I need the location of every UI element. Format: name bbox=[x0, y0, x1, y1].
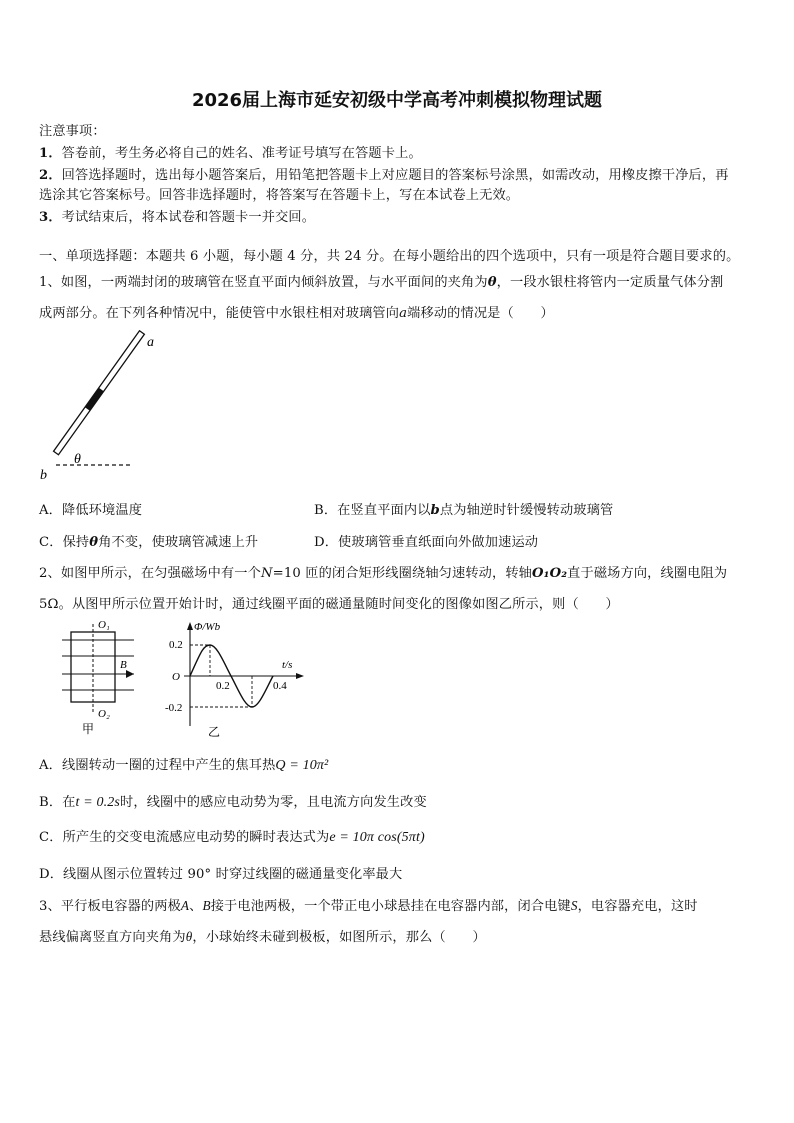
a-symbol: a bbox=[399, 306, 408, 321]
notice-item-3-num: 3． bbox=[39, 210, 62, 225]
notice-item-1-num: 1． bbox=[39, 146, 62, 161]
label-theta: θ bbox=[74, 452, 81, 467]
q2-text: 直于磁场方向，线圈电阻为 bbox=[567, 566, 728, 581]
q1-option-c-text: C．保持 bbox=[39, 535, 90, 550]
figure-caption-jia: 甲 bbox=[82, 722, 95, 736]
q2-option-b-text: 时，线圈中的感应电动势为零，且电流方向发生改变 bbox=[120, 795, 427, 810]
q1-line2 bbox=[39, 302, 554, 321]
q2-option-c bbox=[39, 826, 425, 846]
q3-text: 悬线偏离竖直方向夹角为 bbox=[39, 930, 186, 945]
q2-text: =10 匝的闭合矩形线圈绕轴匀速转动，转轴 bbox=[272, 566, 533, 581]
notice-item-2-text: 回答选择题时，选出每小题答案后，用铅笔把答题卡上对应题目的答案标号涂黑，如需改动，用橡皮擦干净后，再 bbox=[61, 168, 729, 183]
formula: Q = 10π² bbox=[275, 758, 329, 773]
n-symbol: N bbox=[260, 566, 273, 581]
q2-option-a bbox=[39, 754, 328, 774]
q2-line1 bbox=[39, 562, 727, 581]
mercury-column bbox=[85, 388, 104, 411]
notice-item-3 bbox=[39, 206, 315, 225]
q1-line1 bbox=[39, 271, 723, 290]
field-arrow-icon bbox=[126, 670, 134, 678]
q2-option-c-text: C．所产生的交变电流感应电动势的瞬时表达式为 bbox=[39, 830, 330, 845]
formula: e = 10π cos(5πt) bbox=[329, 830, 425, 845]
plate-b-symbol: B bbox=[202, 898, 211, 913]
q1-option-a: A．降低环境温度 bbox=[39, 503, 143, 518]
notice-heading: 注意事项： bbox=[39, 124, 106, 139]
x-axis-arrow-icon bbox=[296, 673, 304, 679]
notice-item-1 bbox=[39, 142, 422, 161]
q3-text: 、 bbox=[189, 899, 203, 914]
q1-option-b bbox=[314, 499, 613, 518]
notice-item-3-text: 考试结束后，将本试卷和答题卡一并交回。 bbox=[61, 210, 316, 225]
q3-text: 3、平行板电容器的两极 bbox=[39, 899, 181, 914]
label-b: b bbox=[40, 468, 47, 483]
y-tick-label: -0.2 bbox=[165, 702, 183, 714]
q1-text: 成两部分。在下列各种情况中，能使管中水银柱相对玻璃管向 bbox=[39, 306, 400, 321]
notice-item-1-text: 答卷前，考生务必将自己的姓名、准考证号填写在答题卡上。 bbox=[61, 146, 422, 161]
label-b-field: B bbox=[120, 659, 127, 671]
q1-option-c bbox=[39, 531, 258, 550]
label-o1: O₁ bbox=[98, 619, 110, 631]
theta-symbol: θ bbox=[487, 275, 497, 290]
y-tick-label: 0.2 bbox=[169, 639, 183, 651]
q3-line1 bbox=[39, 895, 698, 914]
x-axis-label: t/s bbox=[282, 659, 293, 671]
theta-symbol: θ bbox=[89, 535, 99, 550]
q2-option-b-text: B．在 bbox=[39, 795, 76, 810]
q1-tube-figure bbox=[30, 330, 210, 485]
notice-item-2-num: 2． bbox=[39, 168, 62, 183]
q1-text: 端移动的情况是（ ） bbox=[407, 306, 554, 321]
x-tick-label: 0.4 bbox=[273, 680, 287, 692]
y-axis-arrow-icon bbox=[187, 622, 193, 630]
q3-line2 bbox=[39, 926, 486, 945]
theta-symbol: θ bbox=[185, 929, 193, 944]
q1-text: 1、如图，一两端封闭的玻璃管在竖直平面内倾斜放置，与水平面间的夹角为 bbox=[39, 275, 488, 290]
q2-flux-graph bbox=[164, 618, 314, 740]
notice-item-2 bbox=[39, 164, 729, 183]
x-tick-label: 0.2 bbox=[216, 680, 230, 692]
q3-text: ，小球始终未碰到极板，如图所示，那么（ ） bbox=[192, 930, 486, 945]
figure-caption-yi: 乙 bbox=[208, 725, 221, 739]
label-a: a bbox=[147, 335, 154, 350]
q2-line2: 5Ω。从图甲所示位置开始计时，通过线圈平面的磁通量随时间变化的图像如图乙所示，则（ ） bbox=[39, 597, 619, 612]
y-axis-label: Φ/Wb bbox=[194, 621, 221, 633]
axis-symbol: O₁O₂ bbox=[532, 566, 568, 581]
switch-symbol: S bbox=[570, 898, 578, 913]
q2-coil-figure bbox=[58, 614, 140, 736]
q1-option-c-text: 角不变，使玻璃管减速上升 bbox=[98, 535, 259, 550]
q2-text: 2、如图甲所示，在匀强磁场中有一个 bbox=[39, 566, 261, 581]
q3-text: ，电容器充电，这时 bbox=[577, 899, 698, 914]
label-o2: O₂ bbox=[98, 708, 110, 720]
q1-option-b-text: 点为轴逆时针缓慢转动玻璃管 bbox=[439, 503, 614, 518]
q1-option-d: D．使玻璃管垂直纸面向外做加速运动 bbox=[314, 535, 539, 550]
q2-option-d: D．线圈从图示位置转过 90° 时穿过线圈的磁通量变化率最大 bbox=[39, 867, 403, 882]
notice-item-2-cont: 选涂其它答案标号。回答非选择题时，将答案写在答题卡上，写在本试卷上无效。 bbox=[39, 188, 520, 203]
q3-text: 接于电池两极，一个带正电小球悬挂在电容器内部，闭合电键 bbox=[210, 899, 571, 914]
plate-a-symbol: A bbox=[180, 898, 190, 913]
q2-option-b bbox=[39, 791, 427, 811]
origin-label: O bbox=[172, 671, 180, 683]
section-heading: 一、单项选择题：本题共 6 小题，每小题 4 分，共 24 分。在每小题给出的四个选项中，只有一项是符合题目要求的。 bbox=[39, 249, 740, 264]
q1-option-b-text: B．在竖直平面内以 bbox=[314, 503, 431, 518]
q1-text: ，一段水银柱将管内一定质量气体分割 bbox=[496, 275, 724, 290]
q2-option-a-text: A．线圈转动一圈的过程中产生的焦耳热 bbox=[39, 758, 276, 773]
page-title: 2026届上海市延安初级中学高考冲刺模拟物理试题 bbox=[191, 90, 603, 111]
formula: t = 0.2s bbox=[75, 795, 121, 810]
b-symbol: b bbox=[430, 503, 440, 518]
